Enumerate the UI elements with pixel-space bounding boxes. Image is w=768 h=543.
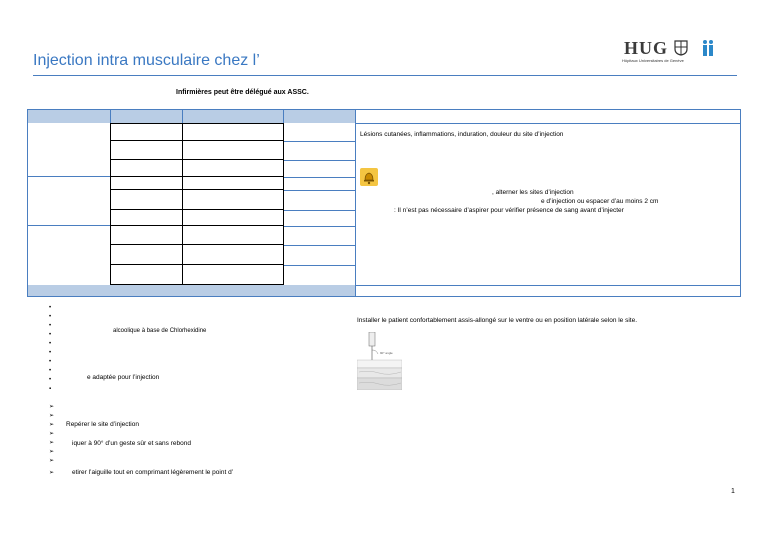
installation-instruction: Installer le patient confortablement assis-allongé sur le ventre ou en position latérale selon le site. [357, 317, 638, 324]
list-bullet: • [49, 305, 52, 311]
table-cell [110, 176, 183, 190]
table-cell [110, 140, 183, 160]
list-bullet: • [49, 332, 52, 338]
arrow-bullet-icon: ➢ [49, 458, 55, 464]
warning-bell-icon [360, 168, 378, 186]
table-cell [283, 225, 355, 246]
table-cell [182, 244, 284, 265]
shield-icon [674, 40, 688, 56]
list-bullet: ▪ [49, 386, 52, 392]
materiel-item-alcool: alcoolique à base de Chlorhexidine [113, 328, 207, 334]
complications-text: Lésions cutanées, inflammations, induration, douleur du site d’injection [360, 131, 564, 138]
table-cell [283, 264, 355, 286]
arrow-bullet-icon: ➢ [49, 404, 55, 410]
table-cell [110, 225, 183, 245]
row-group-label-cell [28, 177, 110, 226]
step-retirer: etirer l’aiguille tout en comprimant légèrement le point d’ [72, 469, 234, 476]
title-divider [33, 75, 737, 76]
logo-text: HUG [624, 38, 669, 58]
table-row-divider [356, 123, 740, 124]
table-cell [110, 189, 183, 210]
table-cell [283, 189, 355, 211]
row-group-label-cell [28, 226, 110, 285]
table-cell [110, 209, 183, 226]
list-bullet: • [49, 314, 52, 320]
arrow-bullet-icon: ➢ [49, 470, 55, 476]
table-cell [182, 140, 284, 160]
table-cell [182, 225, 284, 245]
table-header-divider [182, 110, 183, 123]
list-bullet: • [49, 323, 52, 329]
arrow-bullet-icon: ➢ [49, 440, 55, 446]
list-bullet: • [49, 368, 52, 374]
safety-note-spacing: e d’injection ou espacer d’au moins 2 cm [541, 198, 659, 205]
arrow-bullet-icon: ➢ [49, 413, 55, 419]
safety-note-aspiration: : Il n’est pas nécessaire d’aspirer pour vérifier présence de sang avant d’injecter [394, 207, 624, 214]
page-title: Injection intra musculaire chez l’ [33, 52, 260, 69]
step-piquer: iquer à 90° d’un geste sûr et sans rebond [72, 440, 191, 447]
arrow-bullet-icon: ➢ [49, 449, 55, 455]
materiel-item-aiguille: e adaptée pour l’injection [87, 374, 160, 381]
table-cell [283, 244, 355, 266]
table-column-divider [355, 110, 356, 296]
table-cell [182, 209, 284, 226]
people-icon [702, 39, 714, 57]
injection-angle-illustration [357, 332, 402, 390]
arrow-bullet-icon: ➢ [49, 431, 55, 437]
table-row-divider [356, 285, 740, 286]
table-cell [182, 123, 284, 141]
table-header-band [28, 110, 355, 123]
table-header-divider [283, 110, 284, 123]
table-cell [110, 123, 183, 141]
logo-subtitle: Hôpitaux Universitaires de Genève [622, 58, 684, 63]
table-cell [110, 264, 183, 285]
table-cell [182, 159, 284, 177]
list-bullet: • [49, 359, 52, 365]
table-footer-band [28, 285, 355, 296]
page-number: 1 [731, 488, 735, 495]
arrow-bullet-icon: ➢ [49, 422, 55, 428]
safety-note-alternate: , alterner les sites d’injection [492, 189, 574, 196]
table-cell [182, 176, 284, 190]
table-cell [182, 189, 284, 210]
row-group-label-cell [28, 124, 110, 177]
list-bullet: • [49, 350, 52, 356]
hug-logo [618, 38, 728, 66]
step-reperer: Repérer le site d’injection [66, 421, 139, 428]
table-cell [182, 264, 284, 285]
table-cell [110, 159, 183, 177]
delegation-note: Infirmières peut être délégué aux ASSC. [176, 89, 309, 96]
list-bullet: • [49, 341, 52, 347]
illustration-label: 90° angle [380, 351, 393, 355]
list-bullet: • [49, 377, 52, 383]
table-cell [110, 244, 183, 265]
table-cell [283, 140, 355, 161]
table-header-divider [110, 110, 111, 123]
